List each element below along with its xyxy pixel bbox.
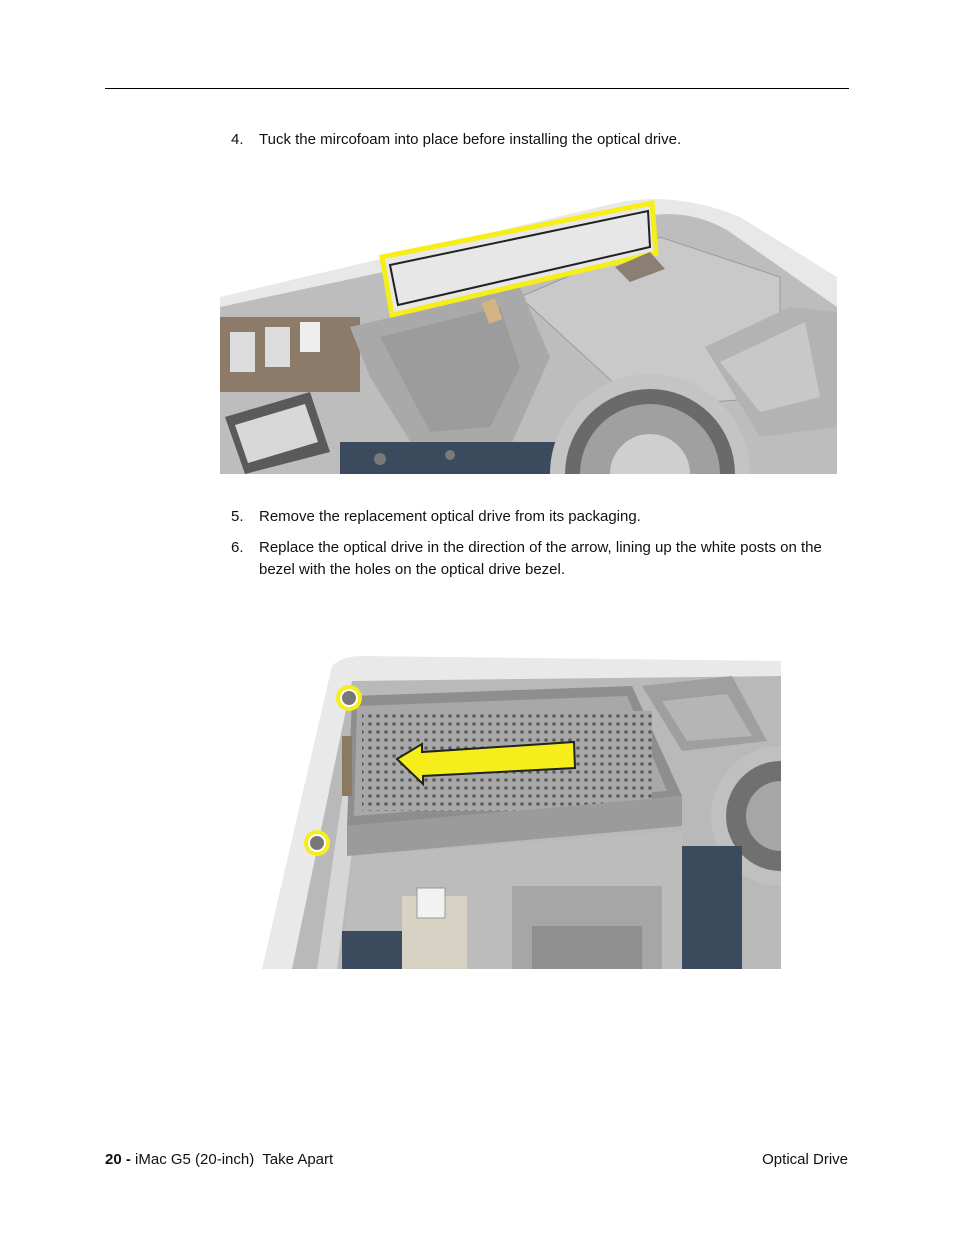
microfoam-photo-illustration (220, 197, 837, 474)
step-text: Tuck the mircofoam into place before installing the optical drive. (259, 131, 682, 148)
step-4 (231, 129, 851, 151)
footer-left (105, 1151, 505, 1171)
step-number: 5. (231, 508, 244, 525)
step-text: Remove the replacement optical drive from its packaging. (259, 508, 641, 525)
footer-section: Optical Drive (762, 1151, 848, 1168)
step-number: 4. (231, 131, 244, 148)
step-text: Replace the optical drive in the direction of the arrow, lining up the white posts on the bezel with the holes on the optical drive bezel. (259, 539, 822, 578)
photo-microfoam-placement (220, 197, 837, 474)
step-6 (231, 537, 851, 581)
photo-optical-drive-install (262, 656, 781, 969)
step-number: 6. (231, 539, 244, 556)
step-5 (231, 506, 851, 528)
header-rule (105, 88, 849, 89)
doc-title: iMac G5 (20-inch) Take Apart (135, 1151, 334, 1168)
drive-install-photo-illustration (262, 656, 781, 969)
page-number: 20 - (105, 1151, 131, 1168)
